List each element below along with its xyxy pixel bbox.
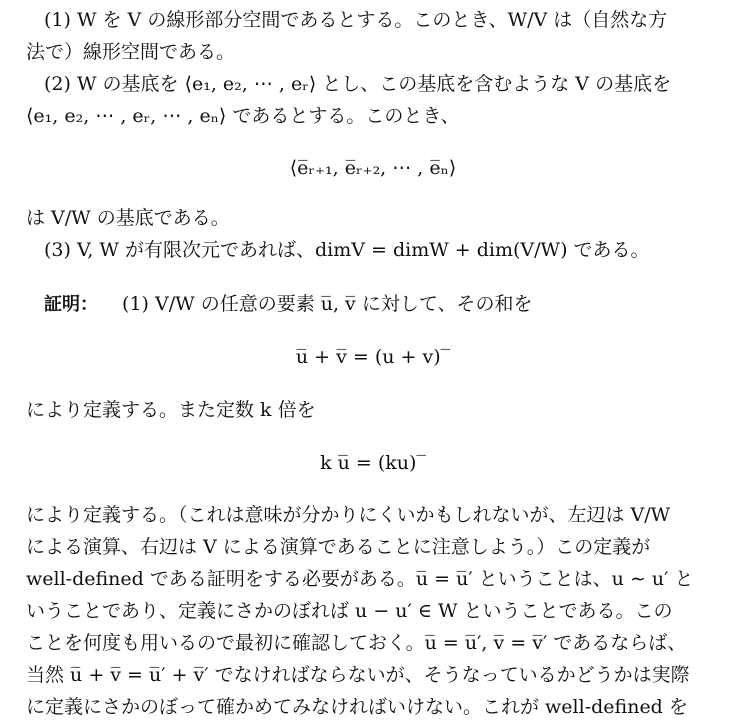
proof-text: (1) V/W の任意の要素 u̅, v̅ に対して、その和を xyxy=(122,293,533,315)
text-line: (3) V, W が有限次元であれば、dimV = dimW + dim(V/W) である。 xyxy=(44,239,650,261)
text-line: ことを何度も用いるので最初に確認しておく。u̅ = u̅′, v̅ = v̅′ であるならば、 xyxy=(26,632,687,654)
proof-line xyxy=(44,292,746,317)
text-line: により定義する。（これは意味が分かりにくいかもしれないが、左辺は V/W xyxy=(26,504,671,526)
text-line: (2) W の基底を ⟨e₁, e₂, ⋯ , eᵣ⟩ とし、この基底を含むような V の基底を xyxy=(44,73,672,95)
text-line: に定義にさかのぼって確かめてみなければいけない。これが well-defined を xyxy=(26,696,688,718)
text-line: は V/W の基底である。 xyxy=(26,207,230,229)
text-line: により定義する。また定数 k 倍を xyxy=(26,399,316,421)
display-equation: k u̅ = (ku)‾ xyxy=(320,452,426,474)
display-equation: u̅ + v̅ = (u + v)‾ xyxy=(295,346,451,368)
display-equation: ⟨e̅ᵣ₊₁, e̅ᵣ₊₂, ⋯ , e̅ₙ⟩ xyxy=(289,157,457,179)
text-line: 当然 u̅ + v̅ = u̅′ + v̅′ でなければならないが、そうなっているかどうかは実際 xyxy=(26,664,690,686)
text-line: ⟨e₁, e₂, ⋯ , eᵣ, ⋯ , eₙ⟩ であるとする。このとき、 xyxy=(26,105,460,127)
proof-label: 証明： xyxy=(44,294,98,315)
text-line: いうことであり、定義にさかのぼれば u − u′ ∈ W ということである。この xyxy=(26,600,673,622)
text-line: (1) W を V の線形部分空間であるとする。このとき、W/V は（自然な方 xyxy=(44,9,668,31)
text-line: 法で）線形空間である。 xyxy=(26,41,236,63)
text-line: well-defined である証明をする必要がある。u̅ = u̅′ ということは、u ∼ u′ と xyxy=(26,568,694,590)
text-line: による演算、右辺は V による演算であることに注意しよう。）この定義が xyxy=(26,536,651,558)
